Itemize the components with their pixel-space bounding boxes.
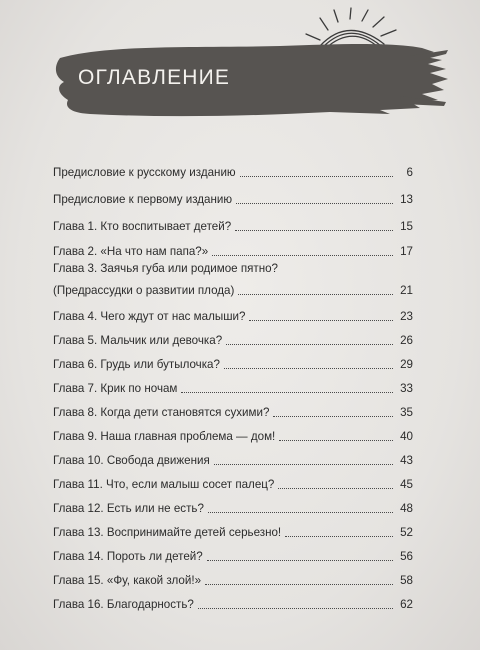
toc-entry-page: 43: [400, 454, 413, 467]
leader-dots: [207, 560, 393, 561]
leader-dots: [285, 536, 393, 537]
toc-entry-page: 62: [400, 598, 413, 611]
toc-entry[interactable]: [53, 245, 413, 259]
leader-dots: [214, 464, 393, 465]
toc-entry-title: Глава 13. Воспринимайте детей серьезно!: [53, 526, 282, 539]
toc-entry[interactable]: [53, 220, 413, 234]
toc-entry-page: 29: [400, 358, 413, 371]
toc-entry-page: 58: [400, 574, 413, 587]
toc-entry-page: 48: [400, 502, 413, 515]
toc-entry-page: 45: [400, 478, 413, 491]
toc-entry-title: Глава 1. Кто воспитывает детей?: [53, 220, 232, 233]
leader-dots: [205, 584, 393, 585]
toc-entry-page: 13: [400, 193, 413, 206]
toc-entry-page: 52: [400, 526, 413, 539]
leader-dots: [238, 294, 393, 295]
toc-entry-page: 23: [400, 310, 413, 323]
toc-entry-title: Глава 6. Грудь или бутылочка?: [53, 358, 220, 371]
leader-dots: [224, 368, 393, 369]
toc-entry[interactable]: [53, 166, 413, 180]
toc-entry-title: Глава 11. Что, если малыш сосет палец?: [53, 478, 275, 491]
toc-entry-page: 33: [400, 382, 413, 395]
toc-entry[interactable]: [53, 574, 413, 588]
toc-entry-title: Глава 15. «Фу, какой злой!»: [53, 574, 202, 587]
toc-entry-page: 6: [406, 166, 413, 179]
toc-entry-title-line1: Глава 3. Заячья губа или родимое пятно?: [53, 262, 279, 275]
toc-entry-title: Глава 9. Наша главная проблема — дом!: [53, 430, 276, 443]
leader-dots: [208, 512, 393, 513]
toc-entry[interactable]: [53, 526, 413, 540]
toc-entry-page: 17: [400, 245, 413, 258]
leader-dots: [279, 440, 393, 441]
toc-entry-page: 15: [400, 220, 413, 233]
toc-entry[interactable]: [53, 382, 413, 396]
toc-entry[interactable]: [53, 454, 413, 468]
toc-entry-page: 40: [400, 430, 413, 443]
toc-heading: ОГЛАВЛЕНИЕ: [78, 66, 231, 89]
toc-entry-title: Глава 16. Благодарность?: [53, 598, 194, 611]
toc-entry-page: 26: [400, 334, 413, 347]
leader-dots: [212, 255, 393, 256]
toc-entry-title: Глава 2. «На что нам папа?»: [53, 245, 209, 258]
leader-dots: [240, 176, 393, 177]
toc-entry[interactable]: [53, 310, 413, 324]
toc-entry[interactable]: [53, 502, 413, 516]
toc-entry[interactable]: [53, 406, 413, 420]
toc-entry[interactable]: [53, 550, 413, 564]
leader-dots: [249, 320, 393, 321]
leader-dots: [236, 203, 393, 204]
toc-entry-title: Глава 14. Пороть ли детей?: [53, 550, 203, 563]
toc-entry-title: Глава 7. Крик по ночам: [53, 382, 178, 395]
toc-entry[interactable]: [53, 262, 413, 298]
toc-entry[interactable]: [53, 478, 413, 492]
leader-dots: [273, 416, 393, 417]
toc-entry-title: Глава 5. Мальчик или девочка?: [53, 334, 223, 347]
toc-entry-title: Глава 8. Когда дети становятся сухими?: [53, 406, 270, 419]
leader-dots: [181, 392, 393, 393]
toc-entry[interactable]: [53, 193, 413, 207]
toc-entry[interactable]: [53, 598, 413, 612]
leader-dots: [198, 608, 393, 609]
toc-entry-title: Предисловие к русскому изданию: [53, 166, 236, 179]
toc-entry-title: Глава 4. Чего ждут от нас малыши?: [53, 310, 246, 323]
leader-dots: [226, 344, 393, 345]
toc-entry[interactable]: [53, 358, 413, 372]
toc-entry-title: (Предрассудки о развитии плода): [53, 284, 235, 297]
leader-dots: [235, 230, 393, 231]
toc-entry-page: 21: [400, 284, 413, 297]
toc-entry-page: 35: [400, 406, 413, 419]
toc-entry[interactable]: [53, 430, 413, 444]
toc-entry-page: 56: [400, 550, 413, 563]
leader-dots: [278, 488, 393, 489]
toc-entry-title: Предисловие к первому изданию: [53, 193, 233, 206]
toc-entry[interactable]: [53, 334, 413, 348]
toc-entry-title: Глава 12. Есть или не есть?: [53, 502, 204, 515]
toc-entry-title: Глава 10. Свобода движения: [53, 454, 210, 467]
